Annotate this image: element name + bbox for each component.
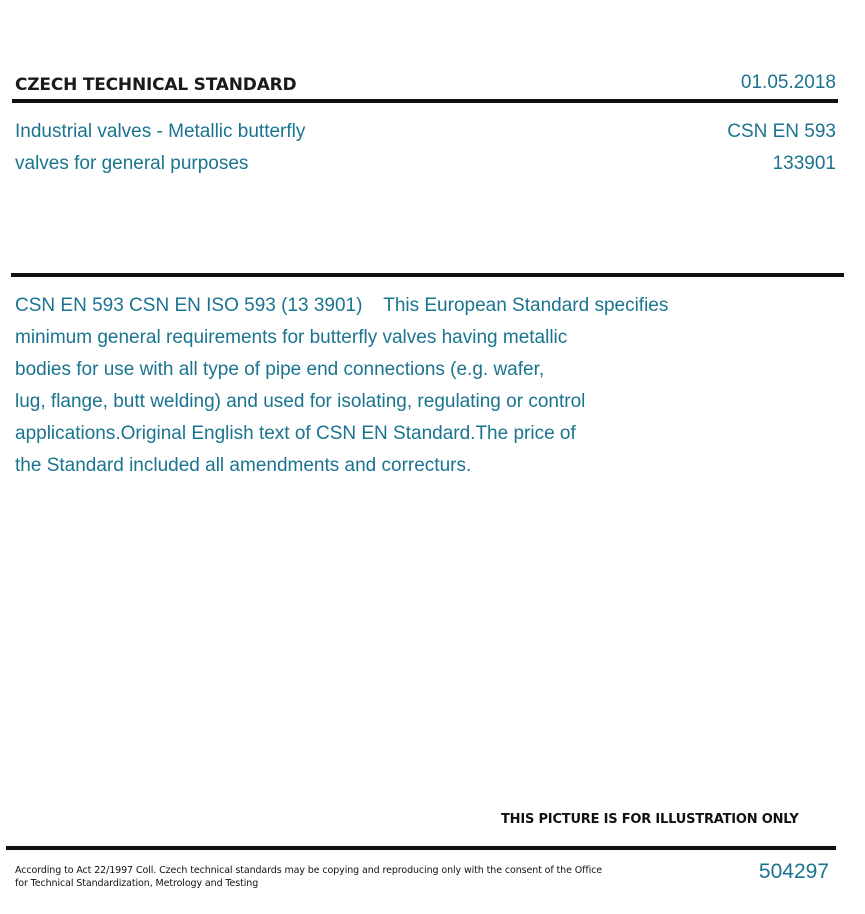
header-divider bbox=[12, 99, 838, 103]
standard-title bbox=[15, 116, 305, 180]
description-line: lug, flange, butt welding) and used for isolating, regulating or control bbox=[15, 391, 586, 412]
standard-identifiers bbox=[727, 116, 836, 180]
description-line: the Standard included all amendments and correcturs. bbox=[15, 455, 472, 476]
legal-line: for Technical Standardization, Metrology and Testing bbox=[15, 878, 259, 889]
legal-line: According to Act 22/1997 Coll. Czech technical standards may be copying and reproducing only with the consent of the Office bbox=[15, 865, 603, 876]
title-line: valves for general purposes bbox=[15, 153, 249, 174]
description-line: CSN EN 593 CSN EN ISO 593 (13 3901) This European Standard specifies bbox=[15, 295, 669, 316]
standard-code: CSN EN 593 bbox=[727, 121, 836, 142]
description-line: applications.Original English text of CSN EN Standard.The price of bbox=[15, 423, 576, 444]
section-divider bbox=[11, 273, 844, 277]
class-number: 133901 bbox=[772, 153, 836, 174]
legal-notice bbox=[15, 864, 603, 890]
title-line: Industrial valves - Metallic butterfly bbox=[15, 121, 306, 142]
footer-divider bbox=[6, 846, 836, 850]
catalog-number: 504297 bbox=[758, 860, 829, 883]
illustration-notice: THIS PICTURE IS FOR ILLUSTRATION ONLY bbox=[501, 812, 799, 827]
standard-type-label: CZECH TECHNICAL STANDARD bbox=[15, 75, 297, 95]
publication-date: 01.05.2018 bbox=[740, 72, 836, 93]
description-line: minimum general requirements for butterfly valves having metallic bbox=[15, 327, 568, 348]
standard-description bbox=[15, 290, 775, 482]
description-line: bodies for use with all type of pipe end connections (e.g. wafer, bbox=[15, 359, 545, 380]
